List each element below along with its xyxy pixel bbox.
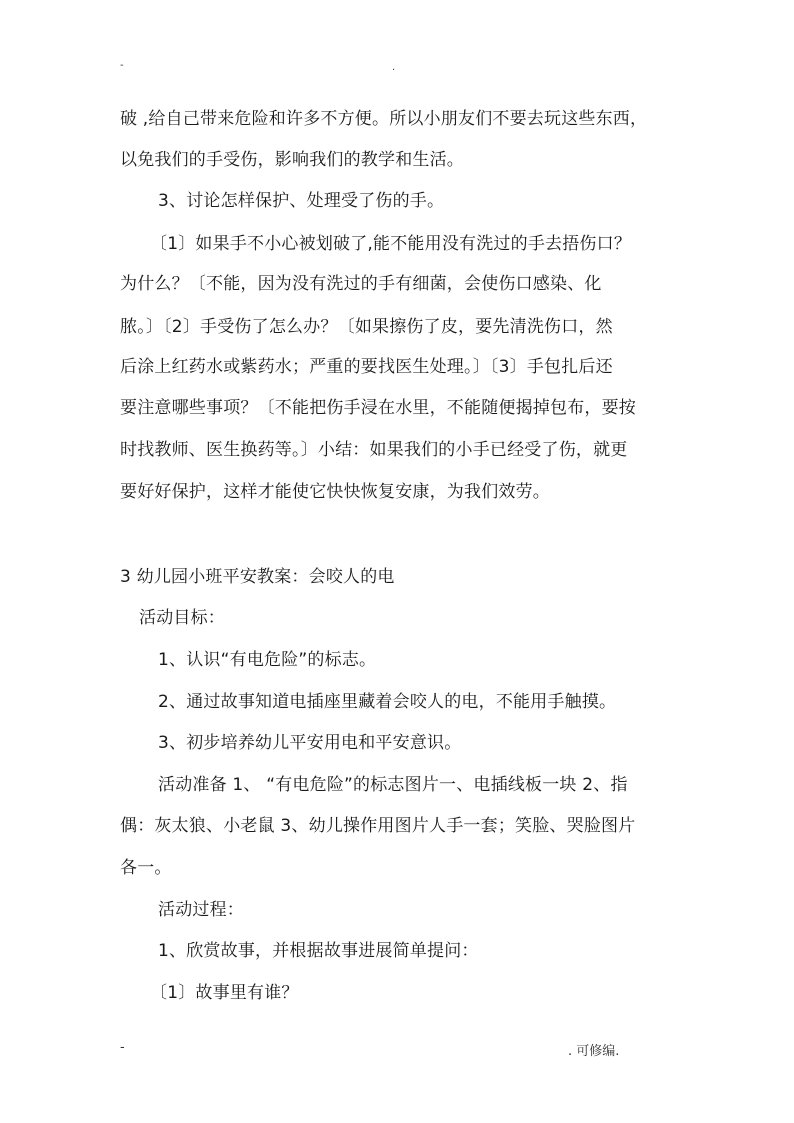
body-line: 要注意哪些事项？〔不能把伤手浸在水里，不能随便揭掉包布，要按 [120,398,636,418]
body-line: 破 ,给自己带来危险和许多不方便。所以小朋友们不要去玩这些东西， [120,109,648,129]
body-line: 后涂上红药水或紫药水；严重的要找医生处理。〕〔3〕手包扎后还 [120,357,613,377]
body-line: 要好好保护，这样才能使它快快恢复安康，为我们效劳。 [120,482,550,502]
body-line: 1、认识“有电危险”的标志。 [158,650,377,670]
body-line: 1、欣赏故事，并根据故事进展简单提问： [158,941,479,961]
body-line: 各一。 [120,858,172,878]
section-heading: 3 幼儿园小班平安教案：会咬人的电 [120,567,395,587]
body-line: 活动准备 1、 “有电危险”的标志图片一、电插线板一块 2、指 [158,775,628,795]
body-line: 脓。〕〔2〕手受伤了怎么办？〔如果擦伤了皮，要先清洗伤口，然 [120,317,613,337]
body-line: 时找教师、医生换药等。〕小结：如果我们的小手已经受了伤，就更 [120,440,628,460]
header-mark-left: - [120,60,124,71]
body-line: 活动目标： [139,608,225,628]
footer-mark-left: - [120,1040,125,1055]
header-mark-center: . [392,62,396,73]
footer-editable-note: . 可修编. [568,1044,620,1059]
body-line: 为什么？〔不能，因为没有洗过的手有细菌，会使伤口感染、化 [120,274,602,294]
body-line: 偶：灰太狼、小老鼠 3、幼儿操作用图片人手一套；笑脸、哭脸图片 [120,816,636,836]
body-line: 〔1〕故事里有谁？ [150,983,299,1003]
body-line: 2、通过故事知道电插座里藏着会咬人的电，不能用手触摸。 [158,692,617,712]
body-line: 〔1〕如果手不小心被划破了,能不能用没有洗过的手去捂伤口？ [150,234,632,254]
body-line: 3、讨论怎样保护、处理受了伤的手。 [158,191,445,211]
body-line: 活动过程： [158,900,244,920]
body-line: 3、初步培养幼儿平安用电和平安意识。 [158,733,462,753]
body-line: 以免我们的手受伤，影响我们的教学和生活。 [120,150,464,170]
